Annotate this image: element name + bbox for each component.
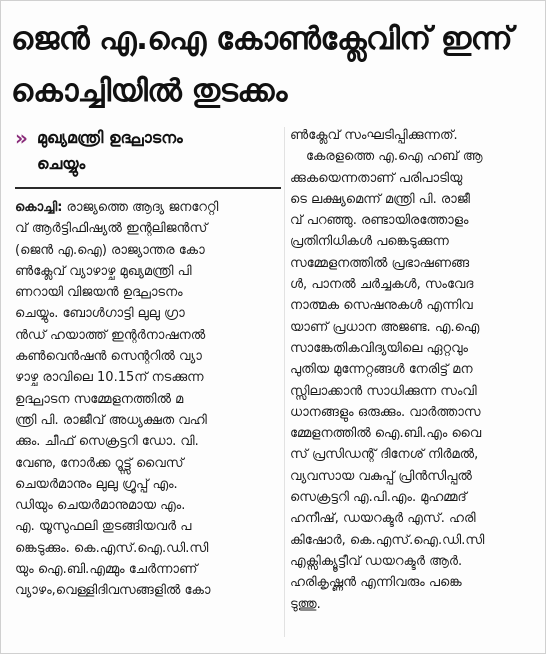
body-line: എ. യൂസുഫലി തുടങ്ങിയവർ പ xyxy=(15,519,192,535)
body-line: ടെ ലക്ഷ്യമെന്ന് മന്ത്രി പി. രാജീ xyxy=(290,191,470,207)
body-line xyxy=(15,197,281,218)
body-line: വ്യവസായ വകുപ്പ് പ്രിൻസിപ്പൽ xyxy=(290,468,472,484)
body-line: സമ്മേളനത്തിൽ പ്രഭാഷണങ്ങ xyxy=(290,255,470,271)
subheading-line-2: ചെയ്യും xyxy=(37,154,86,173)
body-line: ചെയർമാനും ലുലു ഗ്രൂപ്പ് എം. xyxy=(15,476,178,492)
right-column xyxy=(290,125,540,615)
body-line: ഡിയും ചെയർമാനുമായ എം. xyxy=(15,498,186,514)
body-line: കേരളത്തെ എ.ഐ ഹബ് ആ xyxy=(306,149,483,165)
body-line: ന്ത്രി പി. രാജീവ് അധ്യക്ഷത വഹി xyxy=(15,412,207,428)
body-line: സെക്രട്ടറി എ.പി.എം. മുഹമ്മദ് xyxy=(290,490,467,506)
right-column-body xyxy=(290,125,540,615)
body-line: ഉദ്ഘാടന സമ്മേളനത്തിൽ മ xyxy=(15,391,184,407)
body-line: ക്കുകയെന്നതാണ് പരിപാടിയു xyxy=(290,170,463,186)
column-divider xyxy=(284,127,285,637)
left-column xyxy=(15,125,281,602)
subheading-line-1: മുഖ്യമന്ത്രി ഉദ്ഘാടനം xyxy=(37,128,183,147)
headline-line-2: കൊച്ചിയിൽ തുടക്കം xyxy=(11,73,287,109)
headline xyxy=(11,13,537,117)
body-line: ൺക്ലേവ് സംഘടിപ്പിക്കുന്നത്. xyxy=(290,128,458,143)
body-line: യും ഐ.ബി.എമ്മും ചേർന്നാണ് xyxy=(15,562,198,578)
body-line: സ്സിലാക്കാൻ സാധിക്കുന്ന സംവി xyxy=(290,383,477,399)
headline-line-1: ജെൻ എ.ഐ കോൺക്ലേവിന് ഇന്ന് xyxy=(11,21,513,57)
body-line: ധാനങ്ങളും ഒരുക്കും. വാർത്താസ xyxy=(290,404,481,420)
body-line: മ്മേളനത്തിൽ ഐ.ബി.എം വൈ xyxy=(290,426,482,442)
body-line: ഴാഴ്ച രാവിലെ 10.15ന് നടക്കുന്ന xyxy=(15,370,204,386)
dateline: കൊച്ചി: xyxy=(15,200,63,215)
body-line: (ജെൻ എ.ഐ) രാജ്യാന്തര കോ xyxy=(15,242,205,258)
body-line: പ്രതിനിധികൾ പങ്കെടുക്കുന്ന xyxy=(290,234,449,250)
body-line: എക്സിക്യൂട്ടീവ് ഡയറക്ടർ ആർ. xyxy=(290,553,463,569)
subheading xyxy=(15,125,281,177)
body-line: ൺക്ലേവ് വ്യാഴാഴ്ച മുഖ്യമന്ത്രി പി xyxy=(15,263,192,279)
body-line: ങ്കെടുക്കും. കെ.എസ്.ഐ.ഡി.സി xyxy=(15,540,209,556)
body-line: പുതിയ മുന്നേറ്റങ്ങൾ നേരിട്ട് മന xyxy=(290,362,473,378)
body-line: നാത്മക സെഷനുകൾ എന്നിവ xyxy=(290,298,473,314)
body-line: യാണ് പ്രധാന അജണ്ട. എ.ഐ xyxy=(290,319,480,335)
left-column-body xyxy=(15,197,281,602)
body-line: വ് പറഞ്ഞു. രണ്ടായിരത്തോളം xyxy=(290,213,469,229)
body-line: ചെയ്യും. ബോൾഗാട്ടി ലുലു ഗ്രാ xyxy=(15,306,185,322)
body-line: ൻഡ് ഹയാത്ത് ഇന്റർനാഷനൽ xyxy=(15,327,206,343)
body-line: വേണു, നോർക്ക റൂട്ട്സ് വൈസ് xyxy=(15,455,184,471)
body-line: വ്യാഴം,വെള്ളിദിവസങ്ങളിൽ കോ xyxy=(15,583,211,599)
body-line: സ് പ്രസിഡന്റ് ദിനേശ് നിർമൽ, xyxy=(290,447,479,463)
body-line: കൺവെൻഷൻ സെന്ററിൽ വ്യാ xyxy=(15,349,202,365)
body-line: സാങ്കേതികവിദ്യയിലെ ഏറ്റവും xyxy=(290,340,468,356)
subheading-text xyxy=(37,125,183,177)
body-line: ഹരികൃഷ്ണൻ എന്നിവരും പങ്കെ xyxy=(290,575,462,591)
body-line: കിഷോർ, കെ.എസ്.ഐ.ഡി.സി xyxy=(290,532,485,548)
body-line: ണറായി വിജയൻ ഉദ്ഘാടനം xyxy=(15,285,183,301)
body-line: ടുത്തു. xyxy=(290,596,321,612)
body-line-text: രാജ്യത്തെ ആദ്യ ജനറേറ്റി xyxy=(62,200,219,215)
double-chevron-right-icon: » xyxy=(15,126,28,150)
body-line: ൾ, പാനൽ ചർച്ചകൾ, സംവേദ xyxy=(290,277,474,293)
body-line: ഹനീഷ്, ഡയറക്ടർ എസ്. ഹരി xyxy=(290,511,476,527)
body-line: വ് ആർട്ടിഫിഷ്യൽ ഇന്റലിജൻസ് xyxy=(15,221,208,237)
subheading-divider xyxy=(15,187,281,189)
body-line: ക്കും. ചീഫ് സെക്രട്ടറി ഡോ. വി. xyxy=(15,434,199,450)
